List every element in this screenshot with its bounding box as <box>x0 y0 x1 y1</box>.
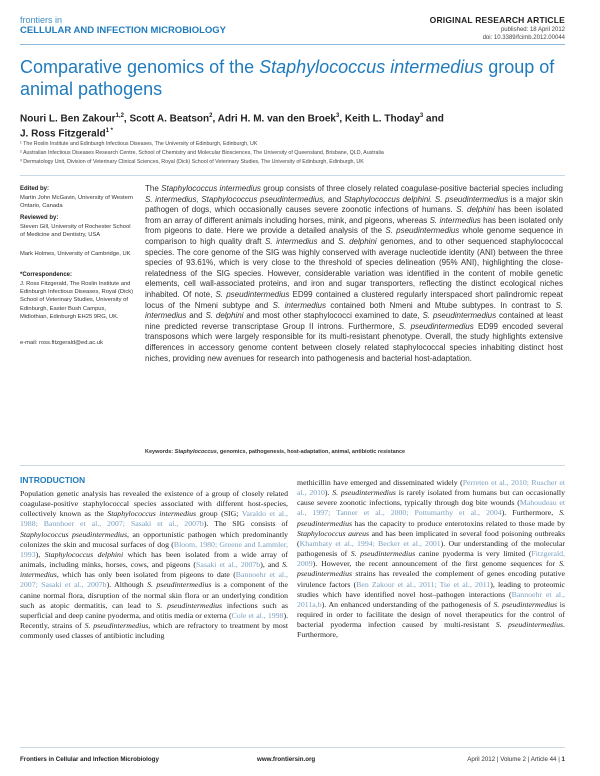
citation-link[interactable]: Ben Zakour et al., 2011; Tse et al., 2011 <box>356 579 491 589</box>
journal-logo-top: frontiers in <box>20 15 63 25</box>
header-divider <box>20 44 565 45</box>
page-title <box>20 56 565 100</box>
author[interactable]: Adri H. M. van den Broek <box>217 113 336 125</box>
author[interactable]: Scott A. Beatson <box>129 113 210 125</box>
citation-link[interactable]: Bloom, 1980; Greene and Lammler, 1993 <box>20 539 288 559</box>
editor: Martin John McGavin, University of Western Ontario, Canada <box>20 195 133 210</box>
correspondence-label: *Correspondence: <box>20 272 73 278</box>
author[interactable]: Nouri L. Ben Zakour <box>20 113 116 125</box>
citation-link[interactable]: Bannoehr et al., 2011a,b <box>297 589 565 609</box>
citation-link[interactable]: Perreten et al., 2010; Ruscher et al., 2010 <box>297 478 565 498</box>
title-part-2: group of animal pathogens <box>20 57 555 99</box>
article-type: ORIGINAL RESEARCH ARTICLE <box>429 15 565 25</box>
reviewer: Mark Holmes, University of Cambridge, UK <box>20 251 131 257</box>
title-part-1: Comparative genomics of the <box>20 57 260 77</box>
keywords: Keywords: Staphylococcus, genomics, pathogenesis, host-adaptation, animal, antibiotic resistance <box>145 449 406 455</box>
published-date: published: 18 April 2012 <box>500 27 565 33</box>
journal-name: CELLULAR AND INFECTION MICROBIOLOGY <box>20 25 226 36</box>
reviewer: Steven Gill, University of Rochester School of Medicine and Dentistry, USA <box>20 224 131 239</box>
keywords-label: Keywords: <box>145 449 174 455</box>
correspondence-address: J. Ross Fitzgerald, The Roslin Institute and Edinburgh Infectious Diseases, Royal (Dick) School of Veterinary Studies, University of Edinburgh, Easter Bush Campus, Midlothian, Edinburgh EH25 9RG, UK. <box>20 281 134 320</box>
doi[interactable]: doi: 10.3389/fcimb.2012.00044 <box>482 35 565 41</box>
citation-link[interactable]: Bannoehr et al., 2007; Sasaki et al., 2007b <box>20 570 288 590</box>
citation-link[interactable]: Sasaki et al., 2007b <box>196 560 261 570</box>
correspondence-email[interactable]: e-mail: ross.fitzgerald@ed.ac.uk <box>20 340 103 346</box>
citation-link[interactable]: Khambaty et al., 1994; Becker et al., 2001 <box>299 538 441 548</box>
citation-link[interactable]: Cole et al., 1998 <box>231 610 284 620</box>
citation-link[interactable]: Fitzgerald, 2009 <box>297 549 565 569</box>
abstract-divider <box>20 465 565 466</box>
body-column-right: methicillin have emerged and disseminated widely (Perreten et al., 2010; Ruscher et al., 2010). S. pseudintermedius is rarely isolated from humans but can occasionally cause severe zoonotic infections, typically through dog bite wounds (Mahoudeau et al., 1997; Tanner et al., 2000; Pottumarthy et al., 2004). Furthermore, S. pseudintermedius has the capacity to produce enterotoxins related to those made by Staphylococcus aureus and has been implicated in several food poisoning outbreaks (Khambaty et al., 1994; Becker et al., 2001). Our understanding of the molecular pathogenesis of S. pseudintermedius canine pyoderma is very limited (Fitzgerald, 2009). However, the recent announcement of the first genome sequences for S. pseudintermedius strains has revealed the complement of genes encoding putative virulence factors (Ben Zakour et al., 2011; Tse et al., 2011), leading to proteomic studies which have identified novel host–pathogen interactions (Bannoehr et al., 2011a,b). An enhanced understanding of the pathogenesis of S. pseudintermedius is required in order to facilitate the design of novel therapeutics for the control of bacterial pyoderma infection caused by multi-resistant S. pseudintermedius. Furthermore, <box>297 478 565 640</box>
affiliation-divider <box>20 175 565 176</box>
citation-link[interactable]: Varaldo et al., 1988; Bannhoer et al., 2007; Sasaki et al., 2007b <box>20 509 288 529</box>
affiliation: ² Australian Infectious Diseases Research Centre, School of Chemistry and Molecular Biosciences, The University of Queensland, Brisbane, QLD, Australia <box>20 150 384 156</box>
footer-journal: Frontiers in Cellular and Infection Microbiology <box>20 756 159 763</box>
reviewed-by-label: Reviewed by: <box>20 215 59 221</box>
body-column-left: Population genetic analysis has revealed the existence of a group of closely related coagulase-positive staphylococcal species associated with different host-species, collectively known as the Staphylococcus intermedius group (SIG; Varaldo et al., 1988; Bannhoer et al., 2007; Sasaki et al., 2007b). The SIG consists of Staphylococcus pseudintermedius, an opportunistic pathogen which predominantly colonizes the skin and mucosal surfaces of dog (Bloom, 1980; Greene and Lammler, 1993), Staphylococcus delphini which has been isolated from a wide array of animals, including minks, horses, cows, and pigeons (Sasaki et al., 2007b), and S. intermedius, which has only been isolated from pigeons to date (Bannoehr et al., 2007; Sasaki et al., 2007b). Although S. pseudintermedius is a component of the canine normal flora, disruption of the normal skin flora or an underlying condition such as atopic dermatitis, can lead to S. pseudintermedius infections such as superficial and deep canine pyoderma, and otitis media or externa (Cole et al., 1998). Recently, strains of S. pseudintermedius, which are refractory to treatment by most commonly used classes of antibiotic including <box>20 489 289 641</box>
abstract: The Staphylococcus intermedius group consists of three closely related coagulase-positive bacterial species including S. intermedius, Staphylococcus pseudintermedius, and Staphylococcus delphini. S. pseudintermedius is a major skin pathogen of dogs, which occasionally causes severe zoonotic infections of humans. S. delphini has been isolated from an array of different animals including horses, mink, and pigeons, whereas S. intermedius has been isolated only from pigeons to date. Here we provide a detailed analysis of the S. pseudintermedius whole genome sequence in comparison to high quality draft S. intermedius and S. delphini genomes, and to other sequenced staphylococcal species. The core genome of the SIG was highly conserved with average nucleotide identity (ANI) between the three species of 93.61%, which is very close to the threshold of species delineation (95% ANI), highlighting the close-relatedness of the SIG species. However, considerable variation was identified in the content of mobile genetic elements, cell wall-associated proteins, and iron and sugar transporters, reflecting the distinct ecological niches inhabited. Of note, S. pseudintermedius ED99 contained a clustered regularly interspaced short palindromic repeat locus of the Nmeni subtype and S. intermedius contained both Nmeni and Mtube subtypes. In contrast to S. intermedius and S. delphini and most other staphylococci examined to date, S. pseudintermedius contained at least nine predicted reverse transcriptase Group II introns. Furthermore, S. pseudintermedius ED99 encoded several transposons which were largely responsible for its multi-resistant phenotype. Overall, the study highlights extensive differences in accessory genome content between closely related staphylococcal species inhabiting distinct host niches, providing new avenues for research into pathogenesis and bacterial host-adaptation. <box>145 184 564 363</box>
edited-by-label: Edited by: <box>20 186 50 192</box>
footer-issue <box>467 756 565 763</box>
footer-divider <box>20 747 565 748</box>
author[interactable]: J. Ross Fitzgerald <box>20 128 106 140</box>
title-italic: Staphylococcus intermedius <box>259 57 484 77</box>
affiliation: ¹ The Roslin Institute and Edinburgh Infectious Diseases, The University of Edinburgh, Edinburgh, UK <box>20 141 258 147</box>
author[interactable]: Keith L. Thoday <box>344 113 420 125</box>
page-number: 1 <box>561 756 565 763</box>
affiliation: ³ Dermatology Unit, Division of Veterinary Clinical Sciences, Royal (Dick) School of Veterinary Studies, The University of Edinburgh, Edinburgh, UK <box>20 159 364 165</box>
footer-issue-info: April 2012 | Volume 2 | Article 44 | <box>467 756 560 763</box>
footer-website-link[interactable]: www.frontiersin.org <box>257 756 316 763</box>
citation-link[interactable]: Mahoudeau et al., 1997; Tanner et al., 2000; Pottumarthy et al., 2004 <box>297 498 565 518</box>
author-list: Nouri L. Ben Zakour$^{1,2}$, Scott A. Beatson$^2$, Adri H. M. van den Broek$^3$, Keith L. Thoday$^3$ and J. Ross Fitzgerald$^{1 *}$ <box>20 113 444 140</box>
section-heading-introduction: INTRODUCTION <box>20 475 86 485</box>
